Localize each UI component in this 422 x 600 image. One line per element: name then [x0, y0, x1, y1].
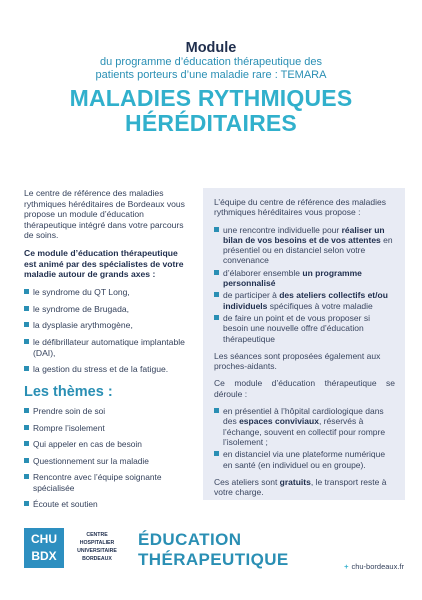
square-bullet-icon: [24, 501, 29, 506]
list-item: Écoute et soutien: [24, 499, 192, 509]
list-item: le syndrome de Brugada,: [24, 304, 192, 315]
list-item: en présentiel à l’hôpital cardiologique dans des espaces conviviaux, réservés à l’échange, souvent en collectif pour rompre l’isolement ;: [214, 406, 395, 447]
square-bullet-icon: [214, 227, 219, 232]
axes-list: [24, 287, 192, 375]
team-intro: L’équipe du centre de référence des maladies rythmiques héréditaires vous propose :: [214, 197, 387, 218]
list-item: d’élaborer ensemble un programme personnalisé: [214, 268, 395, 289]
list-item: la gestion du stress et de la fatigue.: [24, 364, 192, 375]
list-item: Qui appeler en cas de besoin: [24, 439, 192, 449]
logo-caption: CENTRE HOSPITALIER UNIVERSITAIRE BORDEAUX: [77, 532, 117, 562]
square-bullet-icon: [24, 322, 29, 327]
square-bullet-icon: [24, 474, 29, 479]
right-panel: [203, 188, 405, 500]
website-link[interactable]: + chu-bordeaux.fr: [344, 562, 404, 571]
sessions-paragraph: Les séances sont proposées également aux proches-aidants.: [214, 350, 381, 372]
plus-icon: +: [344, 562, 349, 571]
list-item: de participer à des ateliers collectifs et/ou individuels spécifiques à votre maladie: [214, 290, 395, 311]
list-item: Questionnement sur la maladie: [24, 456, 192, 466]
header: [0, 40, 422, 136]
square-bullet-icon: [24, 441, 29, 446]
list-item: le syndrome du QT Long,: [24, 287, 192, 298]
square-bullet-icon: [24, 408, 29, 413]
list-item: la dysplasie arythmogène,: [24, 320, 192, 331]
square-bullet-icon: [24, 339, 29, 344]
list-item: Prendre soin de soi: [24, 406, 192, 416]
square-bullet-icon: [24, 306, 29, 311]
chu-logo: CHU BDX: [24, 528, 64, 568]
square-bullet-icon: [214, 408, 219, 413]
square-bullet-icon: [214, 292, 219, 297]
square-bullet-icon: [214, 451, 219, 456]
intro-paragraph: Le centre de référence des maladies rythmiques héréditaires de Bordeaux vous propose un module d’éducation thérapeutique intégré dans votre parcours de soins.: [24, 188, 185, 241]
list-item: en distanciel via une plateforme numérique en santé (en individuel ou en groupe).: [214, 449, 395, 470]
square-bullet-icon: [24, 366, 29, 371]
animated-by-paragraph: Ce module d’éducation thérapeutique est animé par des spécialistes de votre maladie autour de grands axes :: [24, 247, 184, 280]
program-line-2: patients porteurs d’une maladie rare : TEMARA: [95, 69, 327, 81]
program-line-1: du programme d’éducation thérapeutique des: [100, 56, 322, 68]
footer: [24, 528, 404, 578]
how-intro: Ce module d’éducation thérapeutique se déroule :: [214, 378, 395, 399]
left-column: [24, 188, 192, 516]
education-title: ÉDUCATION THÉRAPEUTIQUE: [138, 530, 289, 569]
main-title: [0, 86, 422, 136]
square-bullet-icon: [214, 270, 219, 275]
themes-list: [24, 406, 192, 510]
list-item: Rencontre avec l’équipe soignante spécialisée: [24, 472, 192, 493]
offers-list: [214, 225, 395, 344]
square-bullet-icon: [24, 289, 29, 294]
free-paragraph: Ces ateliers sont gratuits, le transport reste à votre charge.: [214, 476, 387, 498]
list-item: Rompre l’isolement: [24, 423, 192, 433]
square-bullet-icon: [24, 458, 29, 463]
themes-title: Les thèmes :: [24, 384, 113, 401]
main-title-line-2: HÉRÉDITAIRES: [125, 110, 297, 136]
square-bullet-icon: [24, 425, 29, 430]
list-item: une rencontre individuelle pour réaliser un bilan de vos besoins et de vos attentes en présentiel ou en distanciel selon votre convenance: [214, 225, 395, 266]
square-bullet-icon: [214, 315, 219, 320]
main-title-line-1: MALADIES RYTHMIQUES: [69, 85, 353, 111]
list-item: le défibrillateur automatique implantable (DAI),: [24, 337, 192, 358]
module-title: Module: [185, 40, 237, 56]
modes-list: [214, 406, 395, 470]
list-item: de faire un point et de vous proposer si besoin une nouvelle offre d’éducation thérapeutique: [214, 313, 395, 344]
